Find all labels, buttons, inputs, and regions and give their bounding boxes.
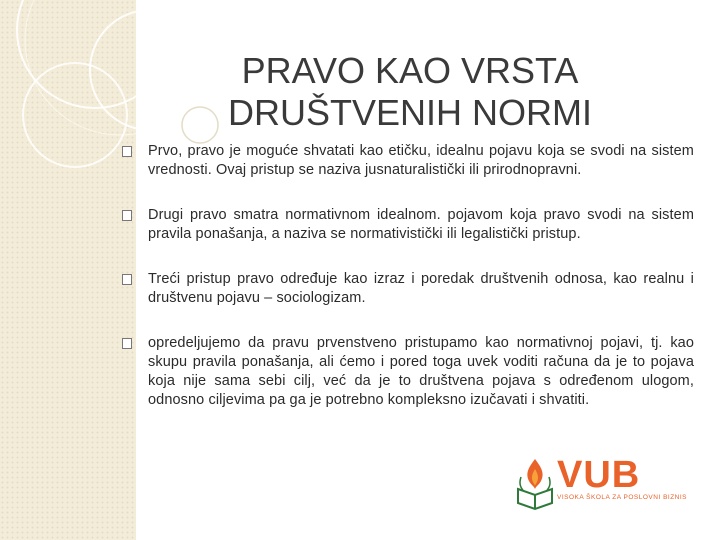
slide-title [190,50,630,134]
bullet-text: Prvo, pravo je moguće shvatati kao etičku, idealnu pojavu koja se svodi na sistem vrednosti. Ovaj pristup se naziva jusnaturalistički ili prirodnopravni. [148,143,694,178]
bullet-icon [122,274,132,285]
slide-title-line-2: DRUŠTVENIH NORMI [227,92,592,134]
list-item [122,270,694,308]
bullet-icon [122,146,132,157]
flame-book-icon [515,455,555,511]
list-item [122,334,694,410]
list-item [122,142,694,180]
slide-title-line-1: PRAVO KAO VRSTA [241,50,579,92]
bullet-icon [122,210,132,221]
logo-subtitle: VISOKA ŠKOLA ZA POSLOVNI BIZNIS [557,494,688,501]
logo-name: VUB [557,454,641,496]
vub-logo [515,455,695,515]
bullet-list [122,142,694,436]
bullet-icon [122,338,132,349]
bullet-text: Treći pristup pravo određuje kao izraz i poredak društvenih odnosa, kao realnu i društvenu pojavu – sociologizam. [148,271,694,306]
bullet-text: opredeljujemo da pravu prvenstveno pristupamo kao normativnoj pojavi, tj. kao skupu pravila ponašanja, ali ćemo i pored toga uvek voditi računa da je to pojava koja nije sama sebi cilj, već da je to društvena pojava s određenom ulogom, odnosno ciljevima pa ga je potrebno kompleksno izučavati i shvatiti. [148,335,694,408]
list-item [122,206,694,244]
bullet-text: Drugi pravo smatra normativnom idealnom. pojavom koja pravo svodi na sistem pravila ponašanja, a naziva se normativistički ili legalistički pristup. [148,207,694,242]
